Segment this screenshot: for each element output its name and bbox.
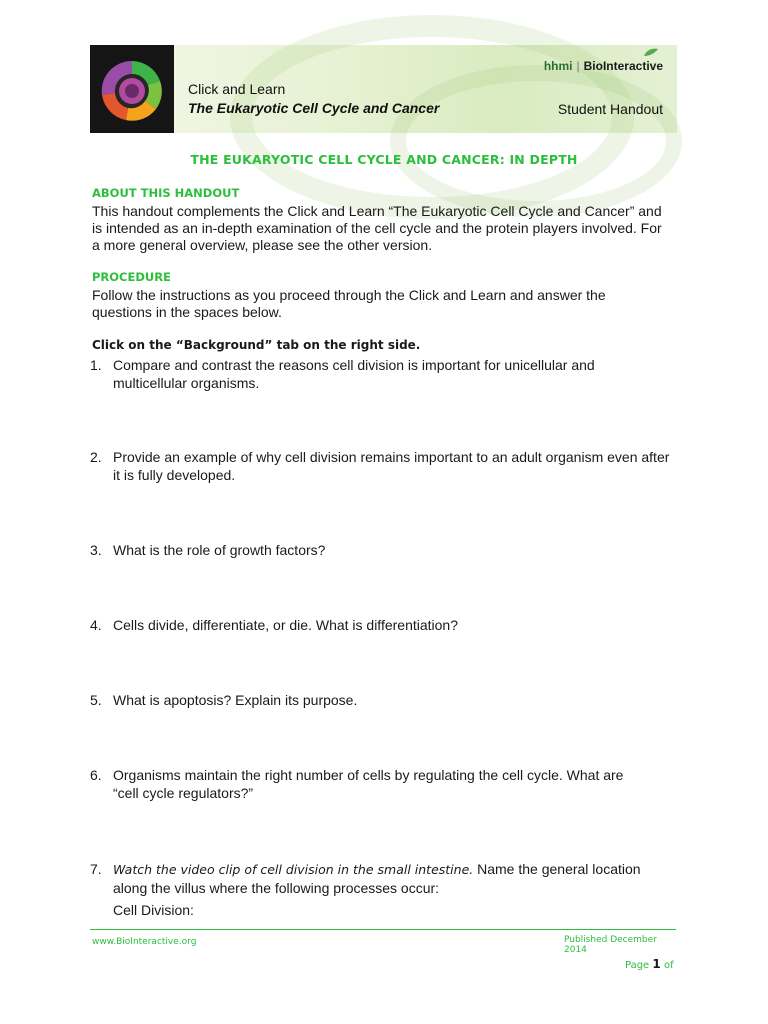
page-of-label: of [663, 960, 674, 971]
brand-logo [544, 59, 663, 73]
question-number: 4. [90, 617, 102, 633]
question-number: 5. [90, 692, 102, 708]
brand-hhmi: hhmi [543, 59, 573, 73]
about-heading: ABOUT THIS HANDOUT [92, 186, 240, 200]
footer-divider [90, 929, 676, 930]
question-number: 2. [90, 449, 102, 465]
brand-name: BioInteractive [583, 59, 663, 73]
brand-separator: | [576, 59, 580, 73]
header-banner [90, 45, 677, 133]
question-item [90, 691, 670, 709]
question-text: Cells divide, differentiate, or die. What is differentiation? [113, 617, 459, 633]
header-title-line1: Click and Learn [188, 81, 286, 97]
question-text: Organisms maintain the right number of cells by regulating the cell cycle. What are “cell cycle regulators?” [113, 767, 624, 801]
background-tab-instruction: Click on the “Background” tab on the right side. [92, 338, 421, 352]
question-text: Name the general location along the villus where the following processes occur: [113, 861, 641, 896]
banner-swirl-decoration [390, 65, 682, 217]
document-title: THE EUKARYOTIC CELL CYCLE AND CANCER: IN DEPTH [190, 152, 578, 167]
question-text: What is the role of growth factors? [113, 542, 326, 558]
question-text: Compare and contrast the reasons cell division is important for unicellular and multicellular organisms. [113, 357, 595, 391]
footer-published-date: Published December 2014 [564, 935, 657, 955]
question-text: Provide an example of why cell division remains important to an adult organism even after it is fully developed. [113, 449, 670, 483]
question-number: 3. [90, 542, 102, 558]
question-item [90, 541, 670, 559]
question-item [90, 616, 670, 634]
procedure-text: Follow the instructions as you proceed through the Click and Learn and answer the questions in the spaces below. [92, 287, 606, 320]
question-italic-instruction: Watch the video clip of cell division in the small intestine. [113, 862, 474, 877]
question-number: 7. [90, 861, 102, 877]
cell-cycle-logo [90, 45, 174, 133]
footer-website-link[interactable]: www.BioInteractive.org [92, 937, 197, 947]
page-number [625, 957, 674, 972]
page-label: Page [625, 960, 650, 971]
question-item [90, 860, 670, 897]
header-title-line2: The Eukaryotic Cell Cycle and Cancer [188, 100, 440, 116]
question-text-wrapper [113, 860, 670, 897]
cell-division-label: Cell Division: [113, 902, 194, 918]
leaf-icon [643, 47, 659, 57]
question-item [90, 448, 670, 484]
question-item [90, 766, 630, 802]
question-text: What is apoptosis? Explain its purpose. [113, 692, 358, 708]
question-number: 6. [90, 767, 102, 783]
about-text: This handout complements the Click and Learn “The Eukaryotic Cell Cycle and Cancer” and is intended as an in-depth examination of the cell cycle and the protein players involved. For a more general overview, please see the other version. [92, 203, 662, 253]
page-number-value: 1 [652, 957, 661, 971]
question-number: 1. [90, 357, 102, 373]
procedure-heading: PROCEDURE [92, 270, 171, 284]
handout-label: Student Handout [557, 101, 663, 117]
question-item [90, 356, 670, 392]
